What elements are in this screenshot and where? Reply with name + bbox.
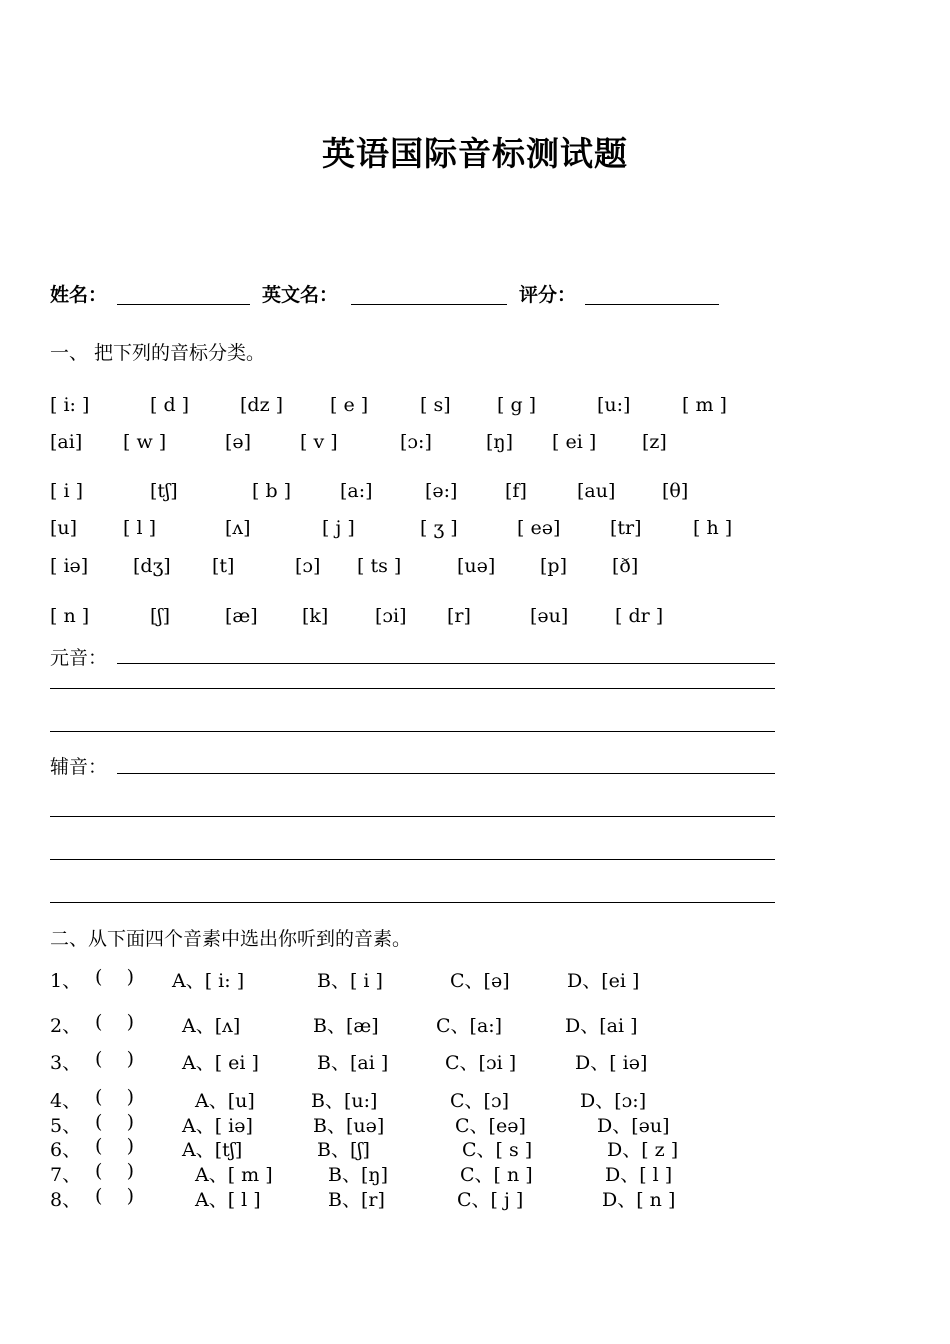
phonetic-symbol: [ʃ]: [150, 605, 170, 627]
option-d[interactable]: D、[ z ]: [607, 1139, 679, 1161]
option-c[interactable]: C、[ə]: [450, 970, 510, 992]
phonetic-symbol: [ ts ]: [357, 555, 402, 577]
answer-blank[interactable]: ( ): [95, 1048, 134, 1070]
phonetic-symbol: [tʃ]: [150, 480, 178, 502]
phonetic-symbol: [ə]: [225, 431, 252, 453]
vowel-answer-line[interactable]: [50, 688, 775, 689]
option-b[interactable]: B、[ai ]: [317, 1052, 389, 1074]
phonetic-symbol: [ h ]: [693, 517, 733, 539]
question-number: 1、: [50, 970, 82, 992]
phonetic-symbol: [u:]: [597, 394, 631, 416]
phonetic-symbol: [p]: [540, 555, 567, 577]
phonetic-symbol: [əu]: [530, 605, 569, 627]
english-name-field[interactable]: [351, 304, 507, 305]
phonetic-symbol: [ dr ]: [615, 605, 664, 627]
phonetic-symbol: [ b ]: [252, 480, 292, 502]
option-d[interactable]: D、[ n ]: [602, 1189, 676, 1211]
phonetic-symbol: [ʌ]: [225, 517, 251, 539]
option-a[interactable]: A、[ m ]: [195, 1164, 273, 1186]
phonetic-symbol: [u]: [50, 517, 78, 539]
phonetic-symbol: [dʒ]: [133, 555, 171, 577]
phonetic-symbol: [au]: [577, 480, 616, 502]
option-d[interactable]: D、[ l ]: [605, 1164, 673, 1186]
vowel-answer-line[interactable]: [50, 731, 775, 732]
option-b[interactable]: B、[æ]: [313, 1015, 379, 1037]
vowel-label: 元音：: [50, 647, 108, 669]
phonetic-symbol: [ə:]: [425, 480, 458, 502]
phonetic-symbol: [æ]: [225, 605, 258, 627]
option-c[interactable]: C、[ s ]: [462, 1139, 533, 1161]
phonetic-symbol: [ai]: [50, 431, 83, 453]
phonetic-symbol: [ s]: [420, 394, 451, 416]
option-d[interactable]: D、[ iə]: [575, 1052, 648, 1074]
phonetic-symbol: [ e ]: [330, 394, 369, 416]
option-a[interactable]: A、[ i: ]: [172, 970, 245, 992]
option-b[interactable]: B、[ʃ]: [317, 1139, 370, 1161]
answer-blank[interactable]: ( ): [95, 1160, 134, 1182]
phonetic-symbol: [ j ]: [322, 517, 355, 539]
consonant-answer-line[interactable]: [117, 773, 775, 774]
phonetic-symbol: [uə]: [457, 555, 496, 577]
phonetic-symbol: [ eə]: [517, 517, 561, 539]
option-b[interactable]: B、[u:]: [311, 1090, 378, 1112]
question-number: 4、: [50, 1090, 82, 1112]
option-c[interactable]: C、[ n ]: [460, 1164, 533, 1186]
phonetic-symbol: [ v ]: [300, 431, 338, 453]
name-field[interactable]: [117, 304, 250, 305]
consonant-label: 辅音：: [50, 756, 108, 778]
answer-blank[interactable]: ( ): [95, 966, 134, 988]
phonetic-symbol: [ iə]: [50, 555, 89, 577]
phonetic-symbol: [r]: [447, 605, 471, 627]
question-number: 5、: [50, 1115, 82, 1137]
option-c[interactable]: C、[ j ]: [457, 1189, 524, 1211]
question-number: 8、: [50, 1189, 82, 1211]
phonetic-symbol: [ m ]: [682, 394, 727, 416]
phonetic-symbol: [dz ]: [240, 394, 284, 416]
option-b[interactable]: B、[r]: [328, 1189, 385, 1211]
phonetic-symbol: [θ]: [662, 480, 689, 502]
phonetic-symbol: [ ei ]: [552, 431, 597, 453]
option-d[interactable]: D、[ai ]: [565, 1015, 638, 1037]
name-label: 姓名：: [50, 284, 108, 306]
section-1-heading: 一、 把下列的音标分类。: [50, 342, 266, 364]
phonetic-symbol: [ g ]: [497, 394, 537, 416]
vowel-answer-line[interactable]: [117, 663, 775, 664]
page-title: 英语国际音标测试题: [322, 134, 628, 173]
phonetic-symbol: [ i ]: [50, 480, 83, 502]
phonetic-symbol: [a:]: [340, 480, 373, 502]
option-c[interactable]: C、[eə]: [455, 1115, 526, 1137]
question-number: 6、: [50, 1139, 82, 1161]
option-c[interactable]: C、[ɔ]: [450, 1090, 510, 1112]
question-number: 7、: [50, 1164, 82, 1186]
phonetic-symbol: [ l ]: [123, 517, 156, 539]
phonetic-symbol: [ɔ]: [295, 555, 321, 577]
answer-blank[interactable]: ( ): [95, 1086, 134, 1108]
score-field[interactable]: [585, 304, 719, 305]
option-d[interactable]: D、[əu]: [597, 1115, 670, 1137]
phonetic-symbol: [f]: [505, 480, 527, 502]
option-c[interactable]: C、[ɔi ]: [445, 1052, 517, 1074]
phonetic-symbol: [ n ]: [50, 605, 90, 627]
question-number: 2、: [50, 1015, 82, 1037]
answer-blank[interactable]: ( ): [95, 1185, 134, 1207]
phonetic-symbol: [ŋ]: [486, 431, 514, 453]
phonetic-symbol: [tr]: [610, 517, 642, 539]
option-b[interactable]: B、[ i ]: [317, 970, 383, 992]
phonetic-symbol: [z]: [642, 431, 667, 453]
option-b[interactable]: B、[uə]: [313, 1115, 385, 1137]
phonetic-symbol: [ð]: [612, 555, 639, 577]
option-b[interactable]: B、[ŋ]: [328, 1164, 389, 1186]
answer-blank[interactable]: ( ): [95, 1135, 134, 1157]
option-a[interactable]: A、[u]: [195, 1090, 255, 1112]
option-a[interactable]: A、[ iə]: [182, 1115, 253, 1137]
phonetic-symbol: [ d ]: [150, 394, 190, 416]
english-name-label: 英文名：: [262, 284, 339, 306]
option-d[interactable]: D、[ei ]: [567, 970, 640, 992]
option-c[interactable]: C、[a:]: [436, 1015, 503, 1037]
phonetic-symbol: [t]: [212, 555, 235, 577]
phonetic-symbol: [ɔ:]: [400, 431, 432, 453]
phonetic-symbol: [ i: ]: [50, 394, 90, 416]
phonetic-symbol: [ w ]: [123, 431, 167, 453]
section-2-heading: 二、从下面四个音素中选出你听到的音素。: [50, 928, 412, 950]
consonant-answer-line[interactable]: [50, 859, 775, 860]
question-number: 3、: [50, 1052, 82, 1074]
phonetic-symbol: [ ʒ ]: [420, 517, 458, 539]
answer-blank[interactable]: ( ): [95, 1111, 134, 1133]
consonant-answer-line[interactable]: [50, 902, 775, 903]
option-a[interactable]: A、[ ei ]: [182, 1052, 259, 1074]
option-a[interactable]: A、[tʃ]: [182, 1139, 243, 1161]
option-d[interactable]: D、[ɔ:]: [580, 1090, 647, 1112]
score-label: 评分：: [519, 284, 577, 306]
phonetic-symbol: [k]: [302, 605, 329, 627]
answer-blank[interactable]: ( ): [95, 1011, 134, 1033]
consonant-answer-line[interactable]: [50, 816, 775, 817]
option-a[interactable]: A、[ʌ]: [182, 1015, 241, 1037]
phonetic-symbol: [ɔi]: [375, 605, 407, 627]
option-a[interactable]: A、[ l ]: [195, 1189, 261, 1211]
